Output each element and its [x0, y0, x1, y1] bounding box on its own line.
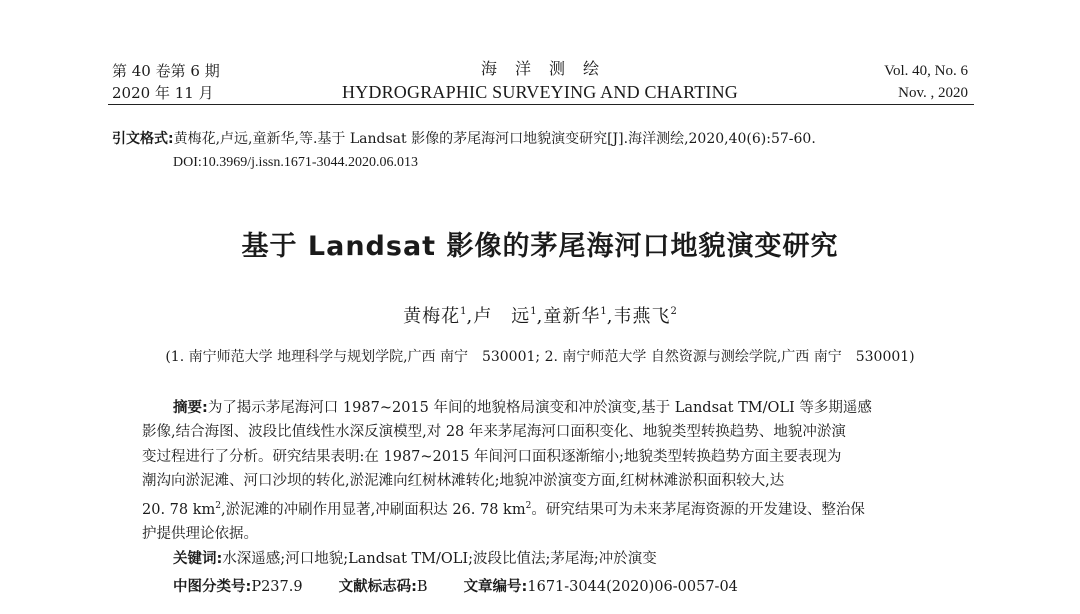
journal-issue-en	[884, 60, 968, 104]
doc-code-value: B	[416, 579, 428, 595]
abstract	[142, 396, 942, 546]
journal-name-cn: 海洋测绘	[480, 59, 617, 78]
author-name: 黄梅花	[403, 306, 461, 327]
clc-label: 中图分类号:	[173, 579, 252, 595]
affiliations: (1. 南宁师范大学 地理科学与规划学院,广西 南宁 530001; 2. 南宁师范大学 自然资源与测绘学院,广西 南宁 530001)	[165, 349, 915, 365]
doc-code-label: 文献标志码:	[338, 579, 417, 595]
author-name: 韦燕飞	[613, 306, 671, 327]
citation-format	[112, 126, 816, 152]
keywords-text: 水深遥感;河口地貌;Landsat TM/OLI;波段比值法;茅尾海;冲於演变	[222, 551, 657, 567]
journal-name-en: HYDROGRAPHIC SURVEYING AND CHARTING	[342, 82, 738, 102]
keywords	[173, 547, 657, 571]
article-number-label: 文章编号:	[463, 579, 528, 595]
abstract-line: 变过程进行了分析。研究结果表明:在 1987~2015 年间河口面积逐渐缩小;地貌类型转换趋势方面主要表现为	[142, 448, 842, 465]
keywords-label: 关键词:	[173, 551, 223, 567]
citation-label: 引文格式:	[112, 131, 174, 147]
doi: DOI:10.3969/j.issn.1671-3044.2020.06.013	[173, 155, 418, 170]
volume-issue-cn: 第 40 卷第 6 期	[112, 62, 220, 80]
author-affil-mark: 1	[530, 306, 537, 317]
abstract-line: 20. 78 $km^2$,淤泥滩的冲刷作用显著,冲刷面积达 26. 78 $km^2$。研究结果可为未来茅尾海资源的开发建设、整治保	[142, 500, 865, 518]
author-affil-mark: 1	[460, 306, 467, 317]
author-list: 黄梅花$^1$,卢 远$^1$,童新华$^1$,韦燕飞$^2$	[403, 306, 677, 327]
date-cn: 2020 年 11 月	[112, 84, 214, 102]
header-divider	[108, 104, 974, 105]
citation-text: 黄梅花,卢远,童新华,等.基于 Landsat 影像的茅尾海河口地貌演变研究[J].海洋测绘,2020,40(6):57-60.	[173, 131, 816, 147]
abstract-line: 潮沟向淤泥滩、河口沙坝的转化,淤泥滩向红树林滩转化;地貌冲淤演变方面,红树林滩淤积面积较大,达	[142, 473, 785, 490]
author-affil-mark: 2	[670, 306, 677, 317]
volume-issue-en: Vol. 40, No. 6	[884, 63, 968, 79]
abstract-line: 摘要:为了揭示茅尾海河口 1987~2015 年间的地貌格局演变和冲於演变,基于 Landsat TM/OLI 等多期遥感	[173, 400, 872, 416]
clc-value: P237.9	[251, 579, 303, 595]
author-affil-mark: 1	[600, 306, 607, 317]
article-number-value: 1671-3044(2020)06-0057-04	[527, 579, 738, 595]
abstract-line: 护提供理论依据。	[142, 526, 258, 543]
author-name: 卢 远	[473, 306, 531, 327]
abstract-label: 摘要:	[173, 400, 208, 416]
classification-info	[173, 575, 738, 599]
abstract-line: 影像,结合海图、波段比值线性水深反演模型,对 28 年来茅尾海河口面积变化、地貌类型转换趋势、地貌冲淤演	[142, 424, 846, 441]
author-name: 童新华	[543, 306, 601, 327]
date-en: Nov. , 2020	[898, 85, 968, 101]
paper-title: 基于 Landsat 影像的茅尾海河口地貌演变研究	[241, 231, 839, 262]
